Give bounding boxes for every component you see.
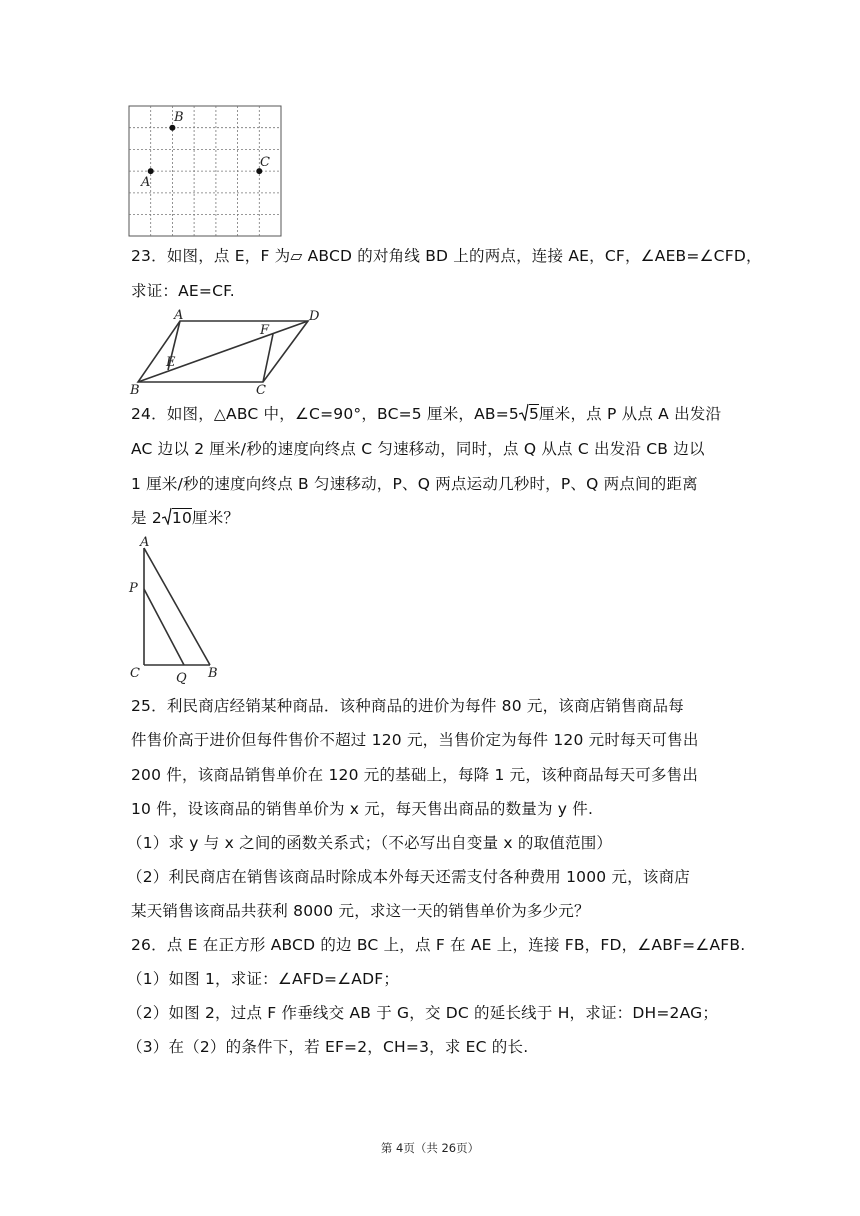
q23-label-f: F — [260, 323, 270, 338]
q25-part1: （1）求 y 与 x 之间的函数关系式；（不必写出自变量 x 的取值范围） — [127, 834, 613, 852]
q26-line1: 26．点 E 在正方形 ABCD 的边 BC 上，点 F 在 AE 上，连接 FB，FD，∠ABF=∠AFB. — [131, 936, 746, 954]
q24-label-p: P — [129, 581, 138, 596]
q24-triangle-figure — [126, 534, 226, 686]
q23-label-a: A — [174, 308, 184, 323]
point-b-dot — [169, 125, 175, 131]
q24-line1-pre: 24．如图，△ABC 中，∠C=90°，BC=5 厘米，AB=5 — [131, 405, 519, 423]
grid-label-a: A — [141, 175, 151, 190]
q23-label-d: D — [309, 309, 320, 324]
q24-line1 — [131, 403, 721, 427]
q25-part2-line2: 某天销售该商品共获利 8000 元，求这一天的销售单价为多少元？ — [131, 902, 590, 920]
sqrt-symbol — [519, 403, 529, 427]
q23-parallelogram-figure — [128, 306, 323, 396]
q24-label-b: B — [208, 666, 218, 681]
grid-figure — [128, 105, 283, 237]
q24-line3: 1 厘米/秒的速度向终点 B 匀速移动，P、Q 两点运动几秒时，P、Q 两点间的距离 — [131, 475, 698, 493]
q25-part2-line1: （2）利民商店在销售该商品时除成本外每天还需支付各种费用 1000 元，该商店 — [127, 868, 690, 886]
q24-line4-post: 厘米？ — [192, 509, 240, 527]
q23-label-e: E — [166, 355, 176, 370]
grid-label-c: C — [260, 155, 270, 170]
sqrt-symbol — [162, 507, 172, 531]
q26-part3: （3）在（2）的条件下，若 EF=2，CH=3，求 EC 的长. — [127, 1038, 529, 1056]
q24-line4 — [131, 507, 239, 531]
q24-line1-radicand: 5 — [528, 405, 540, 423]
q23-label-c: C — [256, 383, 266, 396]
q24-line4-radicand: 10 — [171, 509, 193, 527]
page-footer: 第 4页（共 26页） — [380, 1141, 480, 1155]
grid-label-b: B — [174, 110, 184, 125]
q24-label-q: Q — [176, 671, 187, 686]
q23-line1: 23．如图，点 E，F 为▱ ABCD 的对角线 BD 上的两点，连接 AE，CF，∠AEB=∠CFD， — [131, 247, 762, 265]
q24-label-c: C — [130, 666, 140, 681]
q24-line1-post: 厘米，点 P 从点 A 出发沿 — [539, 405, 722, 423]
q25-line4: 10 件，设该商品的销售单价为 x 元，每天售出商品的数量为 y 件. — [131, 800, 594, 818]
point-a-dot — [148, 168, 154, 174]
q24-label-a: A — [140, 535, 150, 550]
q26-part2: （2）如图 2，过点 F 作垂线交 AB 于 G，交 DC 的延长线于 H，求证：DH=2AG； — [127, 1004, 719, 1022]
q24-line4-pre: 是 2 — [131, 509, 162, 527]
q24-line2: AC 边以 2 厘米/秒的速度向终点 C 匀速移动，同时，点 Q 从点 C 出发沿 CB 边以 — [131, 440, 705, 458]
q26-part1: （1）如图 1，求证：∠AFD=∠ADF； — [127, 970, 400, 988]
q25-line2: 件售价高于进价但每件售价不超过 120 元，当售价定为每件 120 元时每天可售出 — [131, 731, 699, 749]
q23-label-b: B — [130, 383, 140, 396]
q23-line2: 求证：AE=CF. — [131, 282, 235, 300]
q25-line1: 25．利民商店经销某种商品．该种商品的进价为每件 80 元，该商店销售商品每 — [131, 697, 684, 715]
q25-line3: 200 件，该商品销售单价在 120 元的基础上，每降 1 元，该种商品每天可多售出 — [131, 766, 699, 784]
